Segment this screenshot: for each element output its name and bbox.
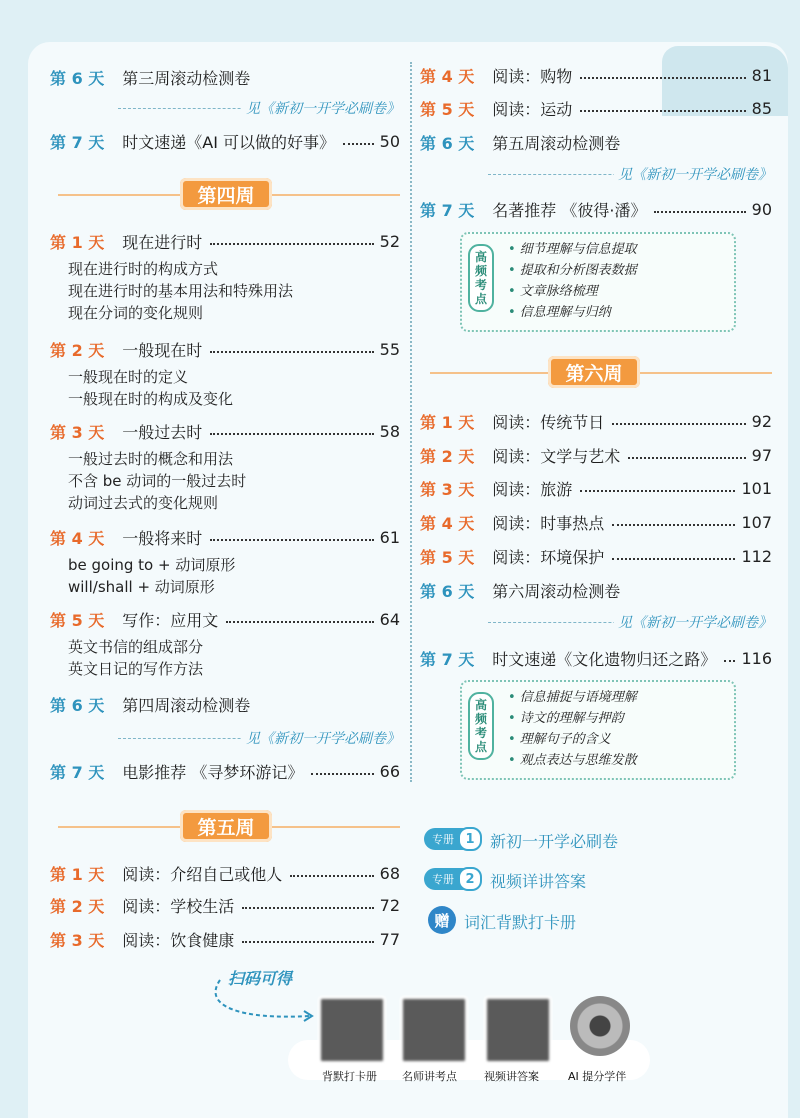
page-number: 85 xyxy=(751,99,772,118)
key-point-item xyxy=(508,728,611,747)
qr-caption: 名师讲考点 xyxy=(402,1070,457,1083)
toc-entry[interactable] xyxy=(50,760,400,783)
entry-subtopic: be going to + 动词原形 xyxy=(68,556,236,574)
toc-entry[interactable] xyxy=(50,894,400,917)
qr-code[interactable] xyxy=(318,996,386,1064)
special-volume-tag: 专册 xyxy=(424,868,466,890)
toc-entry[interactable] xyxy=(420,410,772,433)
leader-dots xyxy=(580,110,745,112)
page-number: 77 xyxy=(379,930,400,949)
scan-label: 扫码可得 xyxy=(228,969,293,988)
entry-title: 一般将来时 xyxy=(122,529,203,548)
toc-entry[interactable] xyxy=(420,64,772,87)
toc-entry[interactable] xyxy=(420,131,772,154)
entry-title: 阅读：介绍自己或他人 xyxy=(122,865,283,884)
leader-dots xyxy=(311,773,373,775)
leader-dots xyxy=(628,457,745,459)
toc-entry[interactable] xyxy=(420,444,772,467)
toc-entry[interactable] xyxy=(50,420,400,443)
entry-subtopic: 动词过去式的变化规则 xyxy=(68,494,219,512)
day-label: 第 3 天 xyxy=(420,480,475,499)
key-point-text: 细节理解与信息提取 xyxy=(519,242,637,257)
day-label: 第 6 天 xyxy=(420,582,475,601)
toc-entry[interactable] xyxy=(50,66,400,89)
key-point-text: 文章脉络梳理 xyxy=(519,284,598,299)
entry-subtopic: 英文书信的组成部分 xyxy=(68,638,204,656)
toc-entry[interactable] xyxy=(50,693,400,716)
qr-caption: AI 提分学伴 xyxy=(568,1070,627,1083)
special-volume-number: 1 xyxy=(458,827,482,851)
page-number: 50 xyxy=(379,132,400,151)
day-label: 第 1 天 xyxy=(50,865,105,884)
qr-code[interactable] xyxy=(400,996,468,1064)
page-number: 97 xyxy=(751,446,772,465)
page-number: 92 xyxy=(751,412,772,431)
leader-dots xyxy=(343,143,374,145)
entry-subtopic: 一般过去时的概念和用法 xyxy=(68,450,234,468)
leader-dots xyxy=(210,243,373,245)
day-label: 第 2 天 xyxy=(420,447,475,466)
entry-title: 电影推荐 《寻梦环游记》 xyxy=(122,763,304,782)
week-badge: 第六周 xyxy=(548,356,640,388)
day-label: 第 6 天 xyxy=(50,696,105,715)
leader-dots xyxy=(612,558,735,560)
day-label: 第 7 天 xyxy=(50,133,105,152)
day-label: 第 2 天 xyxy=(50,897,105,916)
key-point-text: 理解句子的含义 xyxy=(519,732,611,747)
leader-dots xyxy=(612,524,735,526)
key-point-text: 诗文的理解与押韵 xyxy=(519,711,624,726)
key-point-item xyxy=(508,238,637,257)
page-number: 112 xyxy=(741,547,772,566)
page-number: 66 xyxy=(379,762,400,781)
entry-title: 名著推荐 《彼得·潘》 xyxy=(492,201,647,220)
entry-title: 写作：应用文 xyxy=(122,611,219,630)
entry-title: 阅读：传统节日 xyxy=(492,413,605,432)
leader-dots xyxy=(580,490,735,492)
entry-title: 时文速递《AI 可以做的好事》 xyxy=(122,133,336,152)
key-point-text: 信息捕捉与语境理解 xyxy=(519,690,637,705)
day-label: 第 4 天 xyxy=(420,514,475,533)
week-badge: 第四周 xyxy=(180,178,272,210)
entry-title: 阅读：学校生活 xyxy=(122,897,235,916)
day-label: 第 4 天 xyxy=(420,67,475,86)
toc-entry[interactable] xyxy=(420,477,772,500)
page-number: 72 xyxy=(379,896,400,915)
entry-subtopic: 不含 be 动词的一般过去时 xyxy=(68,472,247,490)
day-label: 第 5 天 xyxy=(420,548,475,567)
qr-caption: 背默打卡册 xyxy=(322,1070,377,1083)
entry-title: 阅读：饮食健康 xyxy=(122,931,235,950)
page-number: 107 xyxy=(741,513,772,532)
entry-title: 第六周滚动检测卷 xyxy=(492,582,621,601)
toc-entry[interactable] xyxy=(420,579,772,602)
day-label: 第 7 天 xyxy=(50,763,105,782)
key-point-item xyxy=(508,707,624,726)
entry-title: 阅读：文学与艺术 xyxy=(492,447,621,466)
toc-entry[interactable] xyxy=(50,130,400,153)
special-volume-label: 新初一开学必刷卷 xyxy=(490,832,619,851)
scan-arrow-icon xyxy=(200,976,320,1026)
page-number: 68 xyxy=(379,864,400,883)
leader-dots xyxy=(580,77,745,79)
key-point-text: 提取和分析图表数据 xyxy=(519,263,637,278)
key-point-text: 信息理解与归纳 xyxy=(519,305,611,320)
page-number: 58 xyxy=(379,422,400,441)
page-number: 55 xyxy=(379,340,400,359)
entry-subtopic: 一般现在时的定义 xyxy=(68,368,189,386)
day-label: 第 6 天 xyxy=(50,69,105,88)
toc-entry[interactable] xyxy=(50,526,400,549)
day-label: 第 2 天 xyxy=(50,341,105,360)
leader-dots xyxy=(242,907,373,909)
entry-title: 阅读：环境保护 xyxy=(492,548,605,567)
key-point-item xyxy=(508,749,637,768)
entry-title: 阅读：购物 xyxy=(492,67,573,86)
leader-dots xyxy=(612,423,745,425)
page-number: 64 xyxy=(379,610,400,629)
ai-tutor-icon[interactable] xyxy=(570,996,630,1056)
bullet-icon: • xyxy=(508,732,516,747)
see-reference: 见《新初一开学必刷卷》 xyxy=(614,612,772,632)
toc-entry[interactable] xyxy=(420,198,772,221)
bullet-icon: • xyxy=(508,753,516,768)
key-point-item xyxy=(508,280,598,299)
leader-dots xyxy=(226,621,373,623)
page-number: 52 xyxy=(379,232,400,251)
special-volume-tag: 专册 xyxy=(424,828,466,850)
entry-subtopic: 现在进行时的构成方式 xyxy=(68,260,219,278)
bullet-icon: • xyxy=(508,305,516,320)
week-badge: 第五周 xyxy=(180,810,272,842)
toc-entry[interactable] xyxy=(50,862,400,885)
page-number: 116 xyxy=(741,649,772,668)
see-reference: 见《新初一开学必刷卷》 xyxy=(242,98,400,118)
bullet-icon: • xyxy=(508,263,516,278)
see-reference: 见《新初一开学必刷卷》 xyxy=(614,164,772,184)
bullet-icon: • xyxy=(508,690,516,705)
entry-title: 阅读：旅游 xyxy=(492,480,573,499)
page-number: 101 xyxy=(741,479,772,498)
bullet-icon: • xyxy=(508,711,516,726)
special-volume-label: 视频详讲答案 xyxy=(490,872,587,891)
gift-label: 词汇背默打卡册 xyxy=(464,913,577,932)
see-reference: 见《新初一开学必刷卷》 xyxy=(242,728,400,748)
entry-title: 阅读：时事热点 xyxy=(492,514,605,533)
entry-title: 一般过去时 xyxy=(122,423,203,442)
entry-title: 第五周滚动检测卷 xyxy=(492,134,621,153)
entry-subtopic: 一般现在时的构成及变化 xyxy=(68,390,234,408)
entry-title: 第四周滚动检测卷 xyxy=(122,696,251,715)
gift-icon: 赠 xyxy=(428,906,456,934)
page-number: 81 xyxy=(751,66,772,85)
toc-entry[interactable] xyxy=(50,338,400,361)
day-label: 第 7 天 xyxy=(420,650,475,669)
toc-entry[interactable] xyxy=(50,928,400,951)
key-points-badge: 高 频 考 点 xyxy=(468,692,494,760)
leader-dots xyxy=(654,211,745,213)
special-volume-number: 2 xyxy=(458,867,482,891)
bullet-icon: • xyxy=(508,284,516,299)
key-point-item xyxy=(508,686,637,705)
entry-title: 现在进行时 xyxy=(122,233,203,252)
entry-subtopic: 英文日记的写作方法 xyxy=(68,660,204,678)
qr-caption: 视频讲答案 xyxy=(484,1070,539,1083)
entry-title: 时文速递《文化遗物归还之路》 xyxy=(492,650,717,669)
day-label: 第 1 天 xyxy=(420,413,475,432)
page-number: 61 xyxy=(379,528,400,547)
day-label: 第 3 天 xyxy=(50,423,105,442)
key-point-item xyxy=(508,259,637,278)
entry-title: 第三周滚动检测卷 xyxy=(122,69,251,88)
toc-entry[interactable] xyxy=(50,230,400,253)
toc-entry[interactable] xyxy=(420,647,772,670)
entry-title: 阅读：运动 xyxy=(492,100,573,119)
key-point-item xyxy=(508,301,611,320)
day-label: 第 1 天 xyxy=(50,233,105,252)
page-number: 90 xyxy=(751,200,772,219)
key-point-text: 观点表达与思维发散 xyxy=(519,753,637,768)
day-label: 第 5 天 xyxy=(420,100,475,119)
entry-subtopic: 现在进行时的基本用法和特殊用法 xyxy=(68,282,294,300)
entry-subtopic: 现在分词的变化规则 xyxy=(68,304,204,322)
day-label: 第 4 天 xyxy=(50,529,105,548)
key-points-badge: 高 频 考 点 xyxy=(468,244,494,312)
leader-dots xyxy=(242,941,373,943)
qr-code[interactable] xyxy=(484,996,552,1064)
leader-dots xyxy=(210,539,373,541)
toc-entry[interactable] xyxy=(50,608,400,631)
leader-dots xyxy=(290,875,373,877)
leader-dots xyxy=(210,433,373,435)
bullet-icon: • xyxy=(508,242,516,257)
leader-dots xyxy=(724,660,735,662)
toc-entry[interactable] xyxy=(420,511,772,534)
day-label: 第 7 天 xyxy=(420,201,475,220)
leader-dots xyxy=(210,351,373,353)
day-label: 第 6 天 xyxy=(420,134,475,153)
toc-entry[interactable] xyxy=(420,545,772,568)
entry-title: 一般现在时 xyxy=(122,341,203,360)
day-label: 第 3 天 xyxy=(50,931,105,950)
entry-subtopic: will/shall + 动词原形 xyxy=(68,578,215,596)
toc-entry[interactable] xyxy=(420,97,772,120)
day-label: 第 5 天 xyxy=(50,611,105,630)
column-divider xyxy=(410,62,412,782)
